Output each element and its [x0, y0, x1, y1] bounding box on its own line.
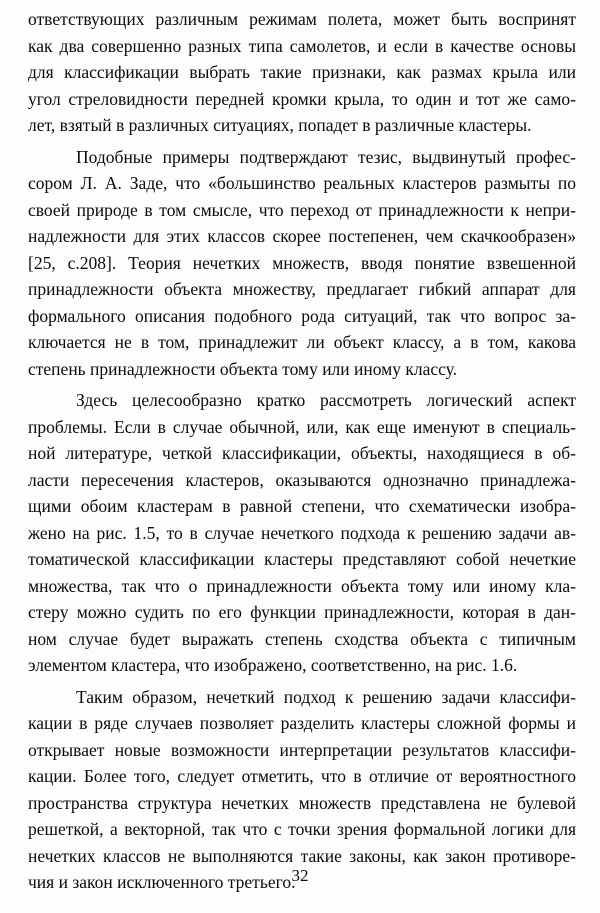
text-line: ответствующих различным режимам полета, может быть воспринят: [28, 9, 576, 29]
text-line: решеткой, а векторной, так что с точки зрения формальной логики для: [28, 819, 576, 839]
text-line: множества, так что о принадлежности объекта тому или иному кла-: [28, 575, 576, 596]
text-line: Таким образом, нечеткий подход к решению задачи классифи-: [76, 686, 576, 707]
text-line: элементом кластера, что изображено, соответственно, на рис. 1.6.: [28, 655, 518, 675]
text-line: ключается не в том, принадлежит ли объект классу, а в том, какова: [28, 332, 576, 352]
text-line: формального описания подобного рода ситуаций, так что вопрос за-: [28, 305, 576, 326]
text-line: кации. Более того, следует отметить, что в отличие от вероятностного: [28, 766, 576, 786]
text-line: [25, с.208]. Теория нечетких множеств, вводя понятие взвешенной: [28, 252, 576, 273]
text-line: ласти пересечения кластеров, оказываются однозначно принадлежа-: [28, 469, 576, 490]
text-line: чия и закон исключенного третьего.: [28, 872, 296, 892]
text-line: томатической классификации кластеры представляют собой нечеткие: [28, 549, 576, 569]
text-line: открывает новые возможности интерпретации результатов классифи-: [28, 739, 576, 760]
text-line: принадлежности объекта множеству, предлагает гибкий аппарат для: [28, 279, 576, 299]
text-line: своей природе в том смысле, что переход от принадлежности к непри-: [28, 199, 576, 220]
text-line: как два совершенно разных типа самолетов, и если в качестве основы: [28, 35, 576, 56]
paragraph-1: [28, 6, 576, 139]
text-line: проблемы. Если в случае обычной, или, как еще именуют в специаль-: [28, 416, 576, 437]
text-line: степень принадлежности объекта тому или иному классу.: [28, 358, 458, 379]
text-line: пространства структура нечетких множеств представлена не булевой: [28, 792, 576, 813]
paragraph-2: [28, 144, 576, 383]
text-line: жено на рис. 1.5, то в случае нечеткого подхода к решению задачи ав-: [28, 522, 576, 543]
text-line: кации в ряде случаев позволяет разделить кластеры сложной формы и: [28, 713, 576, 733]
text-line: ной литературе, четкой классификации, объекты, находящиеся в об-: [28, 443, 576, 463]
text-line: нечетких классов не выполняются такие законы, как закон противоре-: [28, 845, 576, 866]
text-line: щими обоим кластерам в равной степени, что схематически изобра-: [28, 496, 576, 516]
text-line: сором Л. А. Заде, что «большинство реальных кластеров размыты по: [28, 173, 576, 193]
text-line: Здесь целесообразно кратко рассмотреть логический аспект: [76, 390, 576, 410]
body-text: [28, 6, 576, 896]
text-line: Подобные примеры подтверждают тезис, выдвинутый профес-: [76, 146, 576, 167]
text-line: ном случае будет выражать степень сходства объекта с типичным: [28, 628, 576, 649]
paragraph-4: [28, 684, 576, 896]
text-line: угол стреловидности передней кромки крыла, то один и тот же само-: [28, 88, 576, 109]
page-number: 32: [291, 866, 309, 885]
text-line: надлежности для этих классов скорее постепенен, чем скачкообразен»: [28, 226, 576, 246]
text-line: лет, взятый в различных ситуациях, попадет в различные кластеры.: [28, 115, 532, 135]
text-line: стеру можно судить по его функции принадлежности, которая в дан-: [28, 602, 576, 622]
paragraph-3: [28, 387, 576, 679]
text-line: для классификации выбрать такие признаки, как размах крыла или: [28, 62, 576, 82]
